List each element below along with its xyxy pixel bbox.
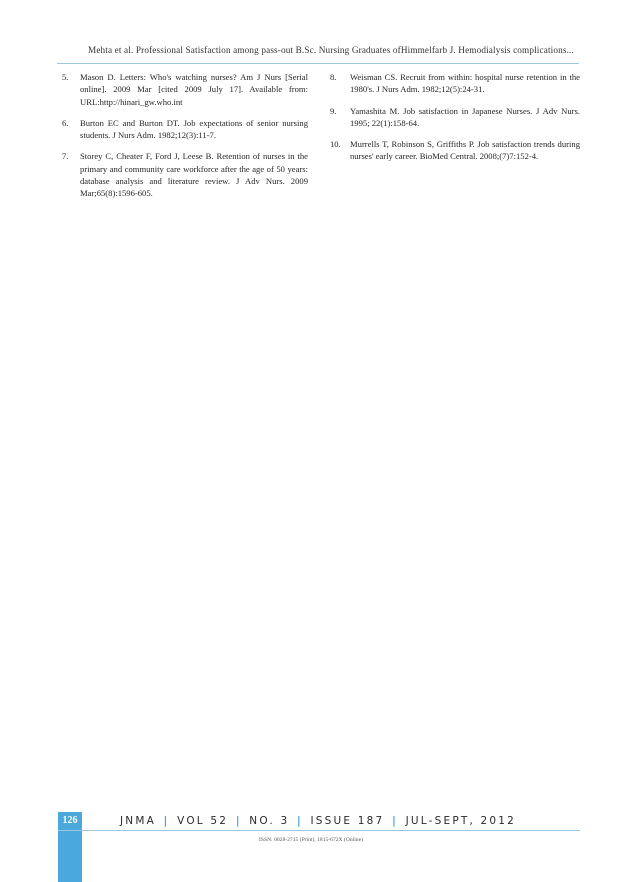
reference-item — [62, 71, 308, 108]
reference-text: Weisman CS. Recruit from within: hospital nurse retention in the 1980's. J Nurs Adm. 1982;12(5):24-31. — [350, 72, 580, 95]
separator: | — [235, 815, 242, 827]
reference-number: 8. — [330, 72, 337, 82]
header-divider — [57, 63, 579, 64]
reference-text: Yamashita M. Job satisfaction in Japanese Nurses. J Adv Nurs. 1995; 22(1):158-64. — [350, 105, 580, 128]
separator: | — [163, 815, 170, 827]
reference-item — [62, 150, 308, 199]
reference-number: 9. — [330, 105, 337, 116]
page-number: 126 — [62, 815, 78, 826]
journal-issue: ISSUE 187 — [310, 815, 385, 827]
reference-item — [330, 71, 580, 96]
reference-item — [330, 138, 580, 163]
reference-text: Storey C, Cheater F, Ford J, Leese B. Retention of nurses in the primary and community care workforce after the age of 50 years: database analysis and literature review. J Adv Nurs. 2009 Mar;65(8):1596-605. — [80, 151, 308, 199]
footer-divider — [58, 830, 580, 831]
references-right-column — [330, 71, 580, 172]
journal-date: JUL-SEPT, 2012 — [405, 815, 517, 827]
separator: | — [296, 815, 303, 827]
journal-name: JNMA — [120, 815, 156, 827]
reference-item — [330, 105, 580, 130]
journal-number: NO. 3 — [249, 815, 290, 827]
separator: | — [391, 815, 399, 827]
reference-number: 10. — [330, 139, 341, 150]
journal-volume: VOL 52 — [177, 815, 229, 827]
running-head: Mehta et al. Professional Satisfaction among pass-out B.Sc. Nursing Graduates ofHimmelfarb J. Hemodialysis complications... — [88, 45, 574, 55]
reference-item — [62, 117, 308, 142]
references-left-column — [62, 71, 308, 209]
journal-citation — [120, 815, 580, 827]
reference-text: Murrells T, Robinson S, Griffiths P. Job satisfaction trends during nurses' early career. BioMed Central. 2008;(7)7:152-4. — [350, 139, 580, 162]
issn-line: ISSN: 0028-2715 (Print), 1815-672X (Online) — [259, 837, 363, 843]
reference-number: 7. — [62, 151, 69, 162]
reference-text: Mason D. Letters: Who's watching nurses? Am J Nurs [Serial online]. 2009 Mar [cited 2009 July 17]. Available from: URL:http://hinari_gw.who.int — [80, 72, 308, 107]
page-number-tab — [58, 812, 82, 882]
reference-text: Burton EC and Burton DT. Job expectations of senior nursing students. J Nurs Adm. 1982;12(3):11-7. — [80, 117, 308, 141]
reference-number: 6. — [62, 117, 69, 128]
reference-number: 5. — [62, 72, 69, 82]
